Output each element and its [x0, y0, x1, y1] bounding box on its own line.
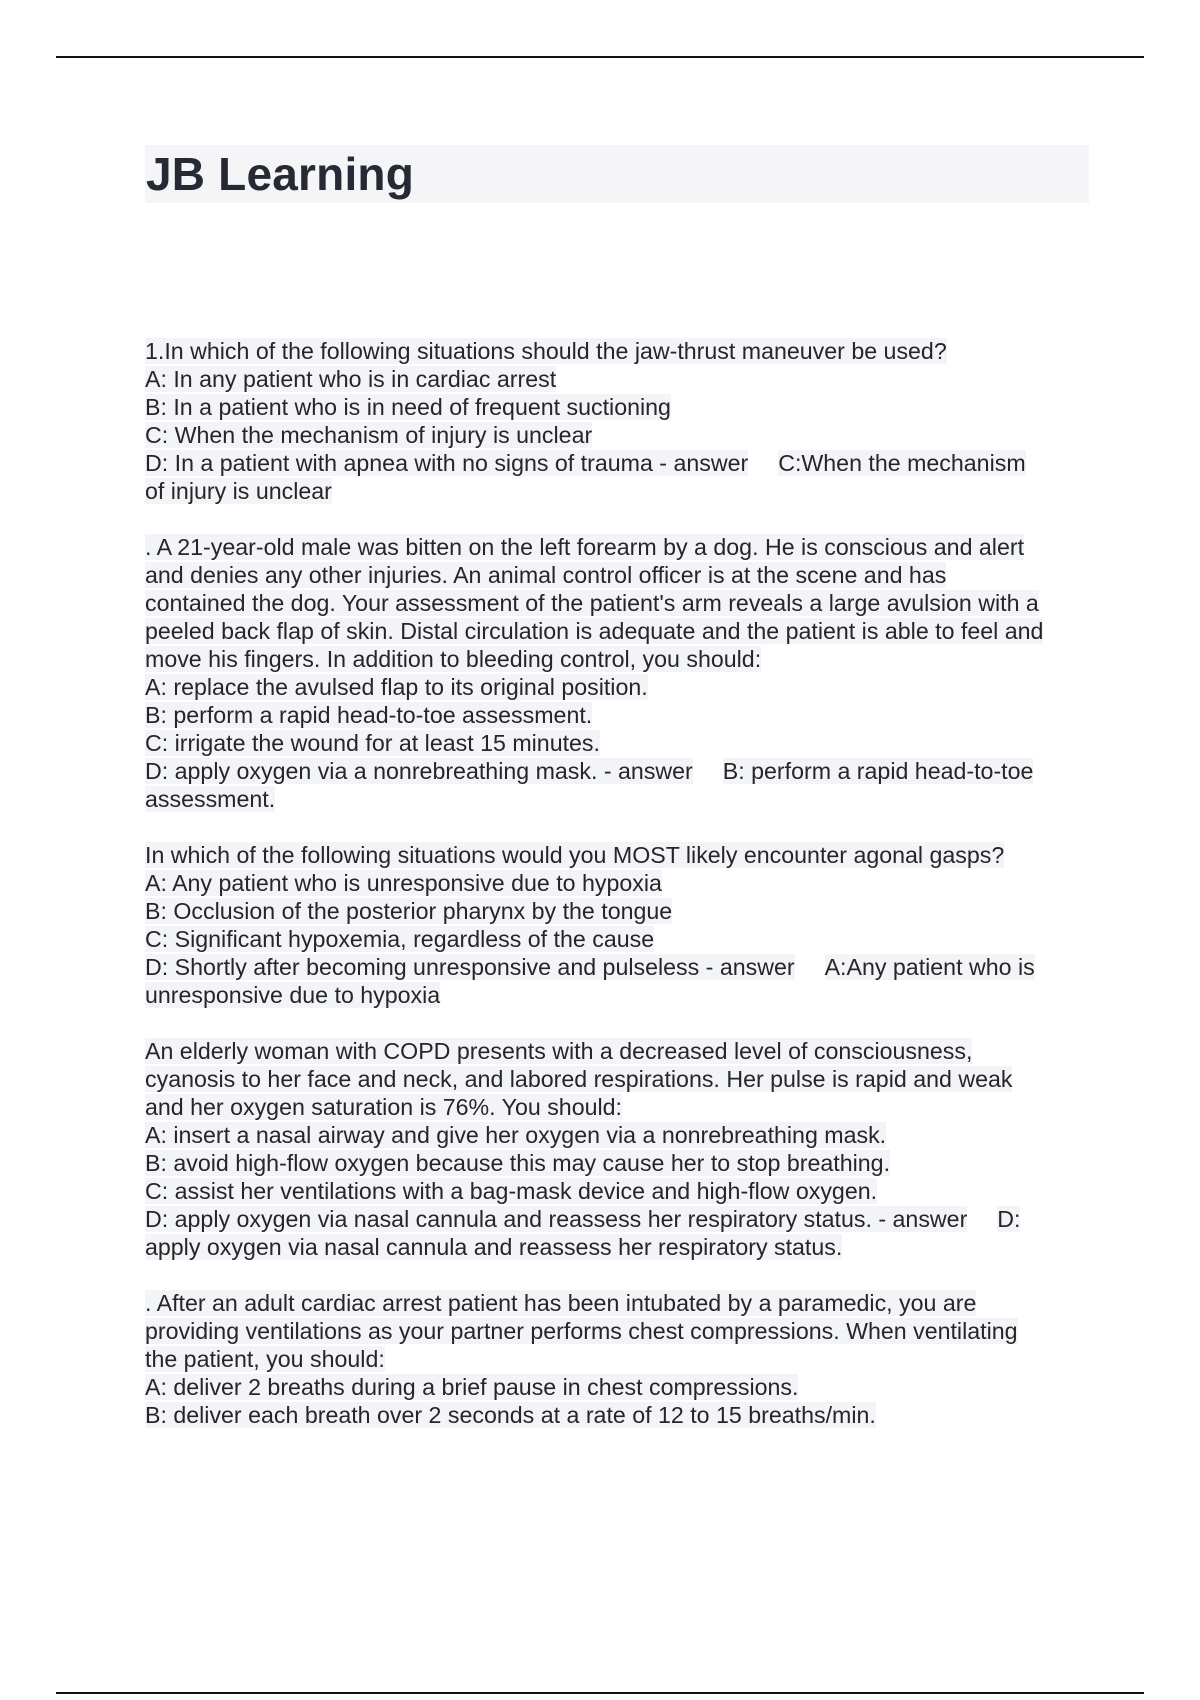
question-line: contained the dog. Your assessment of the patient's arm reveals a large avulsion with a: [145, 590, 1039, 616]
bottom-rule: [56, 1692, 1144, 1694]
answer-text: D:: [997, 1206, 1021, 1232]
question-list: [145, 337, 1100, 1457]
option-line: B: perform a rapid head-to-toe assessment.: [145, 702, 593, 728]
option-line: C: Significant hypoxemia, regardless of the cause: [145, 926, 655, 952]
question-1: [145, 337, 1100, 505]
question-line: and denies any other injuries. An animal control officer is at the scene and has: [145, 562, 947, 588]
option-line: A: In any patient who is in cardiac arrest: [145, 366, 557, 392]
option-answer-line: D: In a patient with apnea with no signs of trauma - answer C:When the mechanism: [145, 450, 1026, 476]
answer-continuation: unresponsive due to hypoxia: [145, 982, 441, 1008]
option-line: B: Occlusion of the posterior pharynx by the tongue: [145, 898, 673, 924]
option-line: A: insert a nasal airway and give her oxygen via a nonrebreathing mask.: [145, 1122, 887, 1148]
question-5: [145, 1289, 1100, 1429]
answer-continuation: of injury is unclear: [145, 478, 332, 504]
option-answer-line: D: apply oxygen via nasal cannula and reassess her respiratory status. - answer D:: [145, 1206, 1021, 1232]
question-line: . A 21-year-old male was bitten on the left forearm by a dog. He is conscious and alert: [145, 534, 1025, 560]
question-line: providing ventilations as your partner performs chest compressions. When ventilating: [145, 1318, 1018, 1344]
question-3: [145, 841, 1100, 1009]
option-answer-line: D: apply oxygen via a nonrebreathing mask. - answer B: perform a rapid head-to-toe: [145, 758, 1034, 784]
option-line: C: When the mechanism of injury is unclear: [145, 422, 593, 448]
option-line: C: assist her ventilations with a bag-mask device and high-flow oxygen.: [145, 1178, 878, 1204]
option-answer-line: D: Shortly after becoming unresponsive and pulseless - answer A:Any patient who is: [145, 954, 1035, 980]
question-line: and her oxygen saturation is 76%. You should:: [145, 1094, 622, 1120]
answer-text: C:When the mechanism: [778, 450, 1026, 476]
question-4: [145, 1037, 1100, 1261]
answer-text: A:Any patient who is: [824, 954, 1035, 980]
document-title: JB Learning: [146, 148, 415, 200]
option-line: B: In a patient who is in need of frequent suctioning: [145, 394, 671, 420]
top-rule: [56, 56, 1144, 58]
question-line: the patient, you should:: [145, 1346, 385, 1372]
option-line: A: Any patient who is unresponsive due to hypoxia: [145, 870, 662, 896]
question-line: peeled back flap of skin. Distal circulation is adequate and the patient is able to feel and: [145, 618, 1044, 644]
question-2: [145, 533, 1100, 813]
option-line: B: deliver each breath over 2 seconds at a rate of 12 to 15 breaths/min.: [145, 1402, 876, 1428]
question-line: An elderly woman with COPD presents with a decreased level of consciousness,: [145, 1038, 973, 1064]
option-line: A: replace the avulsed flap to its original position.: [145, 674, 648, 700]
question-line: cyanosis to her face and neck, and labored respirations. Her pulse is rapid and weak: [145, 1066, 1013, 1092]
option-line: B: avoid high-flow oxygen because this may cause her to stop breathing.: [145, 1150, 891, 1176]
question-line: 1.In which of the following situations should the jaw-thrust maneuver be used?: [145, 338, 947, 364]
question-line: . After an adult cardiac arrest patient has been intubated by a paramedic, you are: [145, 1290, 977, 1316]
answer-continuation: assessment.: [145, 786, 276, 812]
question-line: move his fingers. In addition to bleeding control, you should:: [145, 646, 762, 672]
option-line: A: deliver 2 breaths during a brief pause in chest compressions.: [145, 1374, 799, 1400]
question-line: In which of the following situations would you MOST likely encounter agonal gasps?: [145, 842, 1005, 868]
answer-text: B: perform a rapid head-to-toe: [722, 758, 1034, 784]
answer-continuation: apply oxygen via nasal cannula and reassess her respiratory status.: [145, 1234, 843, 1260]
option-line: C: irrigate the wound for at least 15 minutes.: [145, 730, 600, 756]
